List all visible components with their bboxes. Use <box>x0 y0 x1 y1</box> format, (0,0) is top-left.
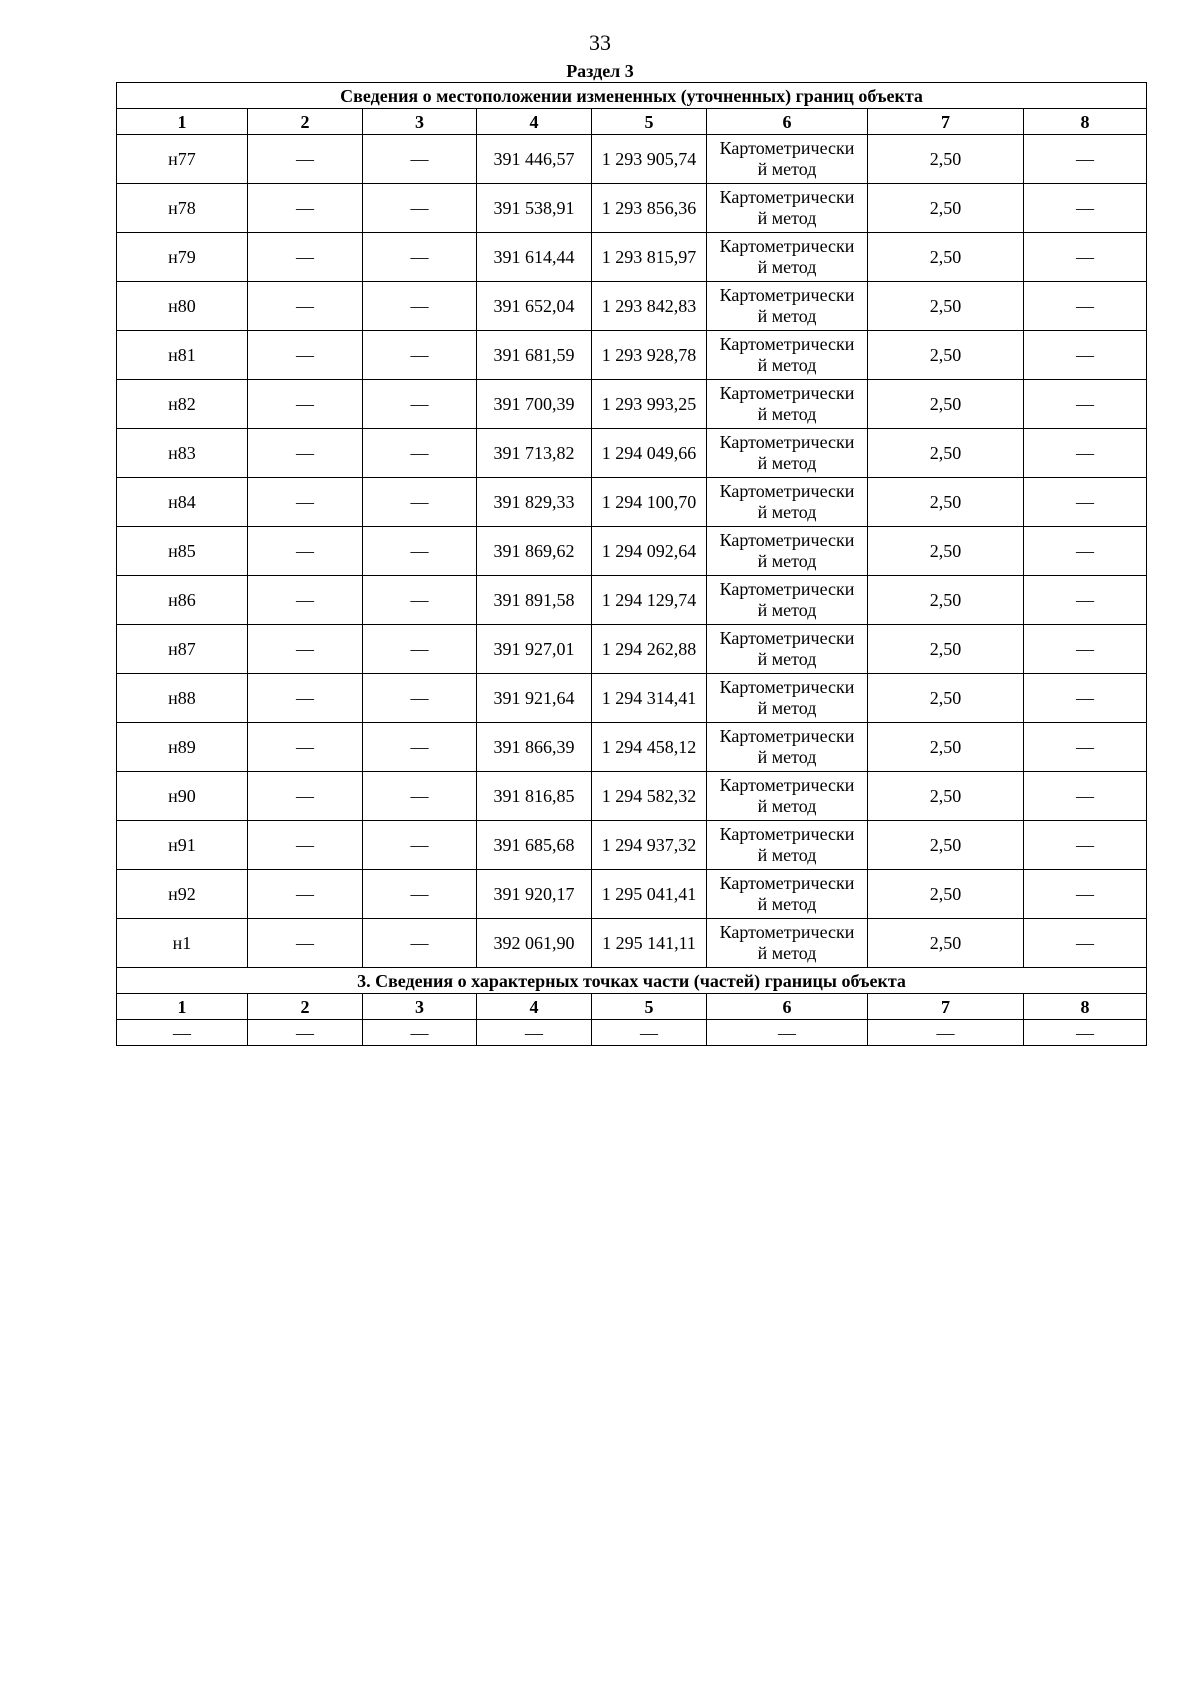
method-line-2: й метод <box>757 845 817 865</box>
column-2-value: — <box>248 821 363 870</box>
column-8-value: — <box>1024 625 1147 674</box>
x-coordinate: 391 681,59 <box>477 331 592 380</box>
column-8-value: — <box>1024 870 1147 919</box>
method-line-2: й метод <box>757 747 817 767</box>
y-coordinate: 1 293 905,74 <box>592 135 707 184</box>
parts-empty-cell: — <box>707 1020 868 1046</box>
column-8-value: — <box>1024 821 1147 870</box>
point-id: н78 <box>117 184 248 233</box>
column-3-value: — <box>363 870 477 919</box>
x-coordinate: 392 061,90 <box>477 919 592 968</box>
method <box>707 870 868 919</box>
column-2-value: — <box>248 478 363 527</box>
table-row <box>117 184 1147 233</box>
column-8-value: — <box>1024 184 1147 233</box>
column-3-value: — <box>363 674 477 723</box>
method <box>707 576 868 625</box>
x-coordinate: 391 891,58 <box>477 576 592 625</box>
column-3-value: — <box>363 527 477 576</box>
column-2-value: — <box>248 331 363 380</box>
method <box>707 772 868 821</box>
accuracy: 2,50 <box>868 282 1024 331</box>
y-coordinate: 1 295 141,11 <box>592 919 707 968</box>
column-2-value: — <box>248 429 363 478</box>
method <box>707 380 868 429</box>
x-coordinate: 391 685,68 <box>477 821 592 870</box>
accuracy: 2,50 <box>868 919 1024 968</box>
method <box>707 674 868 723</box>
method-line-1: Картометрически <box>719 873 855 893</box>
point-id: н77 <box>117 135 248 184</box>
column-header-3: 3 <box>363 994 477 1020</box>
parts-empty-cell: — <box>248 1020 363 1046</box>
point-id: н88 <box>117 674 248 723</box>
point-id: н1 <box>117 919 248 968</box>
method <box>707 331 868 380</box>
table-row <box>117 527 1147 576</box>
method <box>707 233 868 282</box>
column-3-value: — <box>363 919 477 968</box>
method-line-1: Картометрически <box>719 530 855 550</box>
method-line-1: Картометрически <box>719 775 855 795</box>
method <box>707 723 868 772</box>
y-coordinate: 1 293 993,25 <box>592 380 707 429</box>
column-header-3: 3 <box>363 109 477 135</box>
column-8-value: — <box>1024 723 1147 772</box>
accuracy: 2,50 <box>868 772 1024 821</box>
column-header-1: 1 <box>117 994 248 1020</box>
y-coordinate: 1 294 458,12 <box>592 723 707 772</box>
column-3-value: — <box>363 576 477 625</box>
point-id: н89 <box>117 723 248 772</box>
x-coordinate: 391 816,85 <box>477 772 592 821</box>
y-coordinate: 1 294 100,70 <box>592 478 707 527</box>
point-id: н80 <box>117 282 248 331</box>
method-line-2: й метод <box>757 551 817 571</box>
method-line-1: Картометрически <box>719 432 855 452</box>
y-coordinate: 1 294 262,88 <box>592 625 707 674</box>
accuracy: 2,50 <box>868 821 1024 870</box>
column-8-value: — <box>1024 282 1147 331</box>
column-3-value: — <box>363 184 477 233</box>
column-2-value: — <box>248 576 363 625</box>
method-line-1: Картометрически <box>719 824 855 844</box>
column-2-value: — <box>248 527 363 576</box>
parts-title-row <box>117 968 1147 994</box>
parts-empty-cell: — <box>592 1020 707 1046</box>
table-row <box>117 331 1147 380</box>
column-3-value: — <box>363 135 477 184</box>
table-row <box>117 135 1147 184</box>
table-row <box>117 478 1147 527</box>
column-2-value: — <box>248 919 363 968</box>
table-row <box>117 772 1147 821</box>
method-line-2: й метод <box>757 257 817 277</box>
table-row <box>117 723 1147 772</box>
method-line-1: Картометрически <box>719 677 855 697</box>
table-row <box>117 233 1147 282</box>
table-row <box>117 870 1147 919</box>
boundary-table <box>116 82 1147 1046</box>
method-line-1: Картометрически <box>719 236 855 256</box>
column-3-value: — <box>363 723 477 772</box>
x-coordinate: 391 866,39 <box>477 723 592 772</box>
point-id: н79 <box>117 233 248 282</box>
accuracy: 2,50 <box>868 380 1024 429</box>
column-8-value: — <box>1024 772 1147 821</box>
method-line-2: й метод <box>757 502 817 522</box>
method-line-1: Картометрически <box>719 481 855 501</box>
parts-empty-cell: — <box>363 1020 477 1046</box>
column-8-value: — <box>1024 135 1147 184</box>
accuracy: 2,50 <box>868 576 1024 625</box>
accuracy: 2,50 <box>868 723 1024 772</box>
y-coordinate: 1 294 049,66 <box>592 429 707 478</box>
column-8-value: — <box>1024 331 1147 380</box>
column-2-value: — <box>248 184 363 233</box>
method-line-2: й метод <box>757 894 817 914</box>
table-row <box>117 625 1147 674</box>
y-coordinate: 1 293 815,97 <box>592 233 707 282</box>
table-title: Сведения о местоположении измененных (уточненных) границ объекта <box>117 83 1147 109</box>
y-coordinate: 1 293 856,36 <box>592 184 707 233</box>
y-coordinate: 1 294 129,74 <box>592 576 707 625</box>
parts-empty-cell: — <box>868 1020 1024 1046</box>
column-2-value: — <box>248 870 363 919</box>
column-3-value: — <box>363 429 477 478</box>
table-row <box>117 821 1147 870</box>
y-coordinate: 1 293 842,83 <box>592 282 707 331</box>
column-3-value: — <box>363 282 477 331</box>
column-3-value: — <box>363 331 477 380</box>
column-8-value: — <box>1024 380 1147 429</box>
method <box>707 429 868 478</box>
point-id: н82 <box>117 380 248 429</box>
accuracy: 2,50 <box>868 135 1024 184</box>
method <box>707 478 868 527</box>
method-line-2: й метод <box>757 698 817 718</box>
method-line-1: Картометрически <box>719 628 855 648</box>
y-coordinate: 1 293 928,78 <box>592 331 707 380</box>
column-2-value: — <box>248 723 363 772</box>
parts-table-title: 3. Сведения о характерных точках части (частей) границы объекта <box>117 968 1147 994</box>
x-coordinate: 391 538,91 <box>477 184 592 233</box>
y-coordinate: 1 294 314,41 <box>592 674 707 723</box>
y-coordinate: 1 294 582,32 <box>592 772 707 821</box>
column-3-value: — <box>363 772 477 821</box>
accuracy: 2,50 <box>868 478 1024 527</box>
column-header-8: 8 <box>1024 994 1147 1020</box>
x-coordinate: 391 700,39 <box>477 380 592 429</box>
column-2-value: — <box>248 772 363 821</box>
method-line-1: Картометрически <box>719 383 855 403</box>
column-header-row <box>117 109 1147 135</box>
page-number: 33 <box>589 30 611 55</box>
method-line-2: й метод <box>757 159 817 179</box>
x-coordinate: 391 869,62 <box>477 527 592 576</box>
x-coordinate: 391 921,64 <box>477 674 592 723</box>
column-2-value: — <box>248 135 363 184</box>
parts-empty-cell: — <box>117 1020 248 1046</box>
column-header-6: 6 <box>707 109 868 135</box>
method-line-2: й метод <box>757 943 817 963</box>
table-title-row <box>117 83 1147 109</box>
parts-empty-cell: — <box>1024 1020 1147 1046</box>
method <box>707 135 868 184</box>
table-row <box>117 674 1147 723</box>
column-header-2: 2 <box>248 994 363 1020</box>
column-header-4: 4 <box>477 109 592 135</box>
accuracy: 2,50 <box>868 527 1024 576</box>
column-8-value: — <box>1024 429 1147 478</box>
parts-empty-row <box>117 1020 1147 1046</box>
point-id: н87 <box>117 625 248 674</box>
table-row <box>117 576 1147 625</box>
section-label: Раздел 3 <box>566 61 634 81</box>
column-header-6: 6 <box>707 994 868 1020</box>
method-line-1: Картометрически <box>719 726 855 746</box>
method <box>707 919 868 968</box>
column-header-8: 8 <box>1024 109 1147 135</box>
point-id: н84 <box>117 478 248 527</box>
table-row <box>117 919 1147 968</box>
method-line-2: й метод <box>757 355 817 375</box>
x-coordinate: 391 652,04 <box>477 282 592 331</box>
y-coordinate: 1 295 041,41 <box>592 870 707 919</box>
column-8-value: — <box>1024 478 1147 527</box>
point-id: н92 <box>117 870 248 919</box>
method <box>707 282 868 331</box>
method-line-2: й метод <box>757 404 817 424</box>
method-line-1: Картометрически <box>719 579 855 599</box>
column-3-value: — <box>363 625 477 674</box>
method-line-2: й метод <box>757 208 817 228</box>
method-line-2: й метод <box>757 306 817 326</box>
column-2-value: — <box>248 282 363 331</box>
accuracy: 2,50 <box>868 625 1024 674</box>
point-id: н85 <box>117 527 248 576</box>
point-id: н91 <box>117 821 248 870</box>
column-3-value: — <box>363 380 477 429</box>
x-coordinate: 391 713,82 <box>477 429 592 478</box>
y-coordinate: 1 294 092,64 <box>592 527 707 576</box>
method-line-1: Картометрически <box>719 922 855 942</box>
point-id: н81 <box>117 331 248 380</box>
method-line-2: й метод <box>757 600 817 620</box>
accuracy: 2,50 <box>868 674 1024 723</box>
table-row <box>117 380 1147 429</box>
x-coordinate: 391 927,01 <box>477 625 592 674</box>
column-3-value: — <box>363 478 477 527</box>
column-2-value: — <box>248 625 363 674</box>
column-header-5: 5 <box>592 109 707 135</box>
column-8-value: — <box>1024 233 1147 282</box>
x-coordinate: 391 446,57 <box>477 135 592 184</box>
column-8-value: — <box>1024 674 1147 723</box>
method-line-2: й метод <box>757 796 817 816</box>
parts-empty-cell: — <box>477 1020 592 1046</box>
method <box>707 625 868 674</box>
method-line-2: й метод <box>757 649 817 669</box>
column-header-4: 4 <box>477 994 592 1020</box>
method <box>707 184 868 233</box>
x-coordinate: 391 614,44 <box>477 233 592 282</box>
point-id: н83 <box>117 429 248 478</box>
table-row <box>117 282 1147 331</box>
accuracy: 2,50 <box>868 429 1024 478</box>
column-header-7: 7 <box>868 994 1024 1020</box>
table-row <box>117 429 1147 478</box>
column-header-1: 1 <box>117 109 248 135</box>
column-3-value: — <box>363 233 477 282</box>
column-8-value: — <box>1024 527 1147 576</box>
accuracy: 2,50 <box>868 870 1024 919</box>
x-coordinate: 391 829,33 <box>477 478 592 527</box>
y-coordinate: 1 294 937,32 <box>592 821 707 870</box>
x-coordinate: 391 920,17 <box>477 870 592 919</box>
parts-column-header-row <box>117 994 1147 1020</box>
method <box>707 527 868 576</box>
column-header-7: 7 <box>868 109 1024 135</box>
column-2-value: — <box>248 380 363 429</box>
column-3-value: — <box>363 821 477 870</box>
column-8-value: — <box>1024 576 1147 625</box>
column-8-value: — <box>1024 919 1147 968</box>
column-header-2: 2 <box>248 109 363 135</box>
point-id: н86 <box>117 576 248 625</box>
method <box>707 821 868 870</box>
point-id: н90 <box>117 772 248 821</box>
column-2-value: — <box>248 674 363 723</box>
method-line-1: Картометрически <box>719 187 855 207</box>
method-line-1: Картометрически <box>719 285 855 305</box>
accuracy: 2,50 <box>868 233 1024 282</box>
accuracy: 2,50 <box>868 184 1024 233</box>
column-header-5: 5 <box>592 994 707 1020</box>
method-line-2: й метод <box>757 453 817 473</box>
method-line-1: Картометрически <box>719 138 855 158</box>
accuracy: 2,50 <box>868 331 1024 380</box>
method-line-1: Картометрически <box>719 334 855 354</box>
column-2-value: — <box>248 233 363 282</box>
